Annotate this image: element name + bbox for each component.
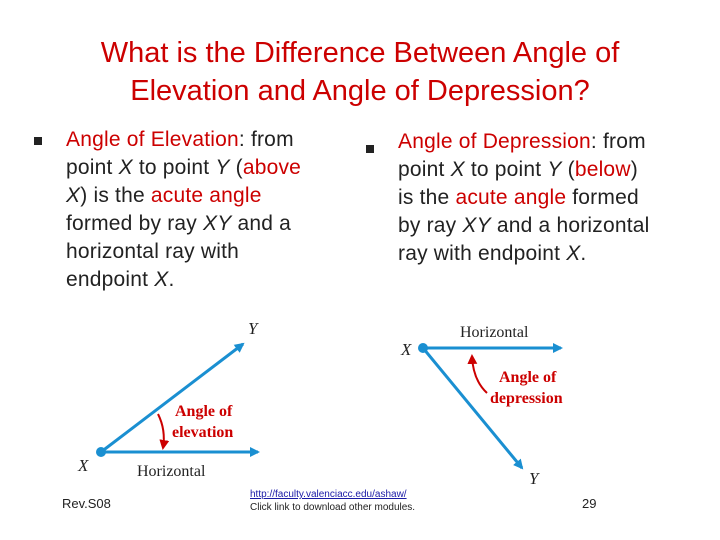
text: to point	[464, 158, 548, 181]
text: to point	[132, 156, 216, 179]
title-line-2: Elevation and Angle of Depression?	[130, 75, 590, 107]
depression-angle-label-1: Angle of	[499, 369, 557, 386]
var-y: Y	[215, 156, 230, 179]
text: endpoint	[66, 268, 155, 291]
elevation-label-horizontal: Horizontal	[137, 463, 206, 480]
text: )	[630, 158, 638, 181]
link-note: Click link to download other modules.	[250, 502, 416, 513]
text: )	[80, 184, 88, 207]
modules-link[interactable]: http://faculty.valenciacc.edu/ashaw/	[250, 489, 407, 500]
elevation-label-x: X	[78, 456, 89, 475]
text: point	[66, 156, 119, 179]
text: .	[580, 242, 587, 265]
var-xy: XY	[203, 212, 232, 235]
text: : from	[590, 130, 646, 153]
text: (	[229, 156, 243, 179]
depression-angle-label-2: depression	[490, 390, 563, 407]
footer-link-block	[250, 488, 415, 514]
text: and a horizontal	[490, 214, 650, 237]
text: and a	[231, 212, 292, 235]
depression-label-y: Y	[529, 469, 539, 488]
acute-angle-term: acute angle	[150, 184, 262, 207]
text: formed by ray	[66, 212, 204, 235]
text: by ray	[398, 214, 463, 237]
elevation-angle-label-2: elevation	[172, 424, 234, 441]
elevation-label-y: Y	[248, 319, 258, 338]
above-word: above	[242, 156, 302, 179]
text: point	[398, 158, 451, 181]
text: : from	[238, 128, 294, 151]
text: is the	[87, 184, 151, 207]
text: formed	[566, 186, 639, 209]
elevation-angle-label-1: Angle of	[175, 403, 233, 420]
var-x: X	[154, 268, 169, 291]
depression-label-horizontal: Horizontal	[460, 324, 529, 341]
text: is the	[398, 186, 456, 209]
depression-point-x	[418, 343, 428, 353]
var-xy: XY	[462, 214, 491, 237]
var-x: X	[566, 242, 581, 265]
below-word: below	[574, 158, 631, 181]
text: ray with endpoint	[398, 242, 567, 265]
acute-angle-term: acute angle	[455, 186, 567, 209]
depression-label-x: X	[401, 340, 412, 359]
depression-angle-arc-arrow	[472, 356, 487, 393]
elevation-point-x	[96, 447, 106, 457]
title-line-1: What is the Difference Between Angle of	[100, 37, 620, 69]
var-x: X	[118, 156, 133, 179]
elevation-term: Angle of Elevation	[66, 128, 239, 151]
page-number: 29	[582, 496, 597, 511]
var-y: Y	[547, 158, 562, 181]
var-x: X	[450, 158, 465, 181]
text: horizontal ray with	[66, 240, 240, 263]
text: .	[168, 268, 175, 291]
text: (	[561, 158, 575, 181]
elevation-angle-arc-arrow	[158, 414, 164, 448]
depression-term: Angle of Depression	[398, 130, 591, 153]
revision-label: Rev.S08	[62, 496, 111, 511]
var-x: X	[66, 184, 81, 207]
